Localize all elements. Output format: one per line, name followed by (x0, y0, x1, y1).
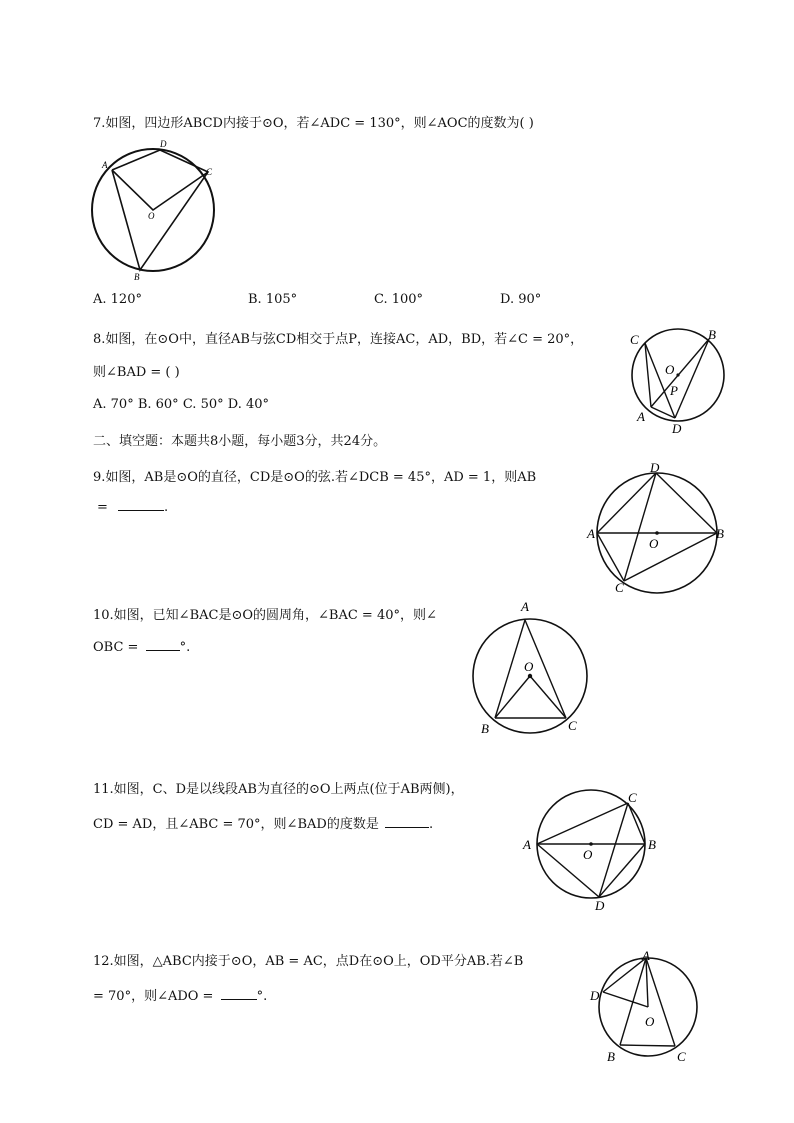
q9-label-c: C (615, 580, 624, 595)
q10-stem-line2 (93, 640, 190, 655)
q11-figure (518, 785, 668, 915)
q8-label-o: O (665, 362, 675, 377)
q7-option-d: D. 90° (500, 292, 542, 307)
q12-label-b: B (607, 1049, 615, 1064)
q12-prefix: = 70°，则∠ADO = (93, 989, 214, 1004)
q12-suffix: °. (256, 989, 268, 1004)
q10-answer-blank[interactable] (146, 650, 180, 651)
q9-figure (582, 458, 732, 598)
q9-label-b: B (716, 526, 724, 541)
q7-label-a: A (102, 160, 108, 170)
q7-label-c: C (206, 167, 213, 177)
q11-label-b: B (648, 837, 656, 852)
q7-label-b: B (134, 272, 140, 282)
q9-equals: = (97, 500, 108, 515)
q10-label-c: C (568, 718, 577, 733)
q11-label-o: O (583, 847, 593, 862)
q7-option-a: A. 120° (93, 292, 142, 307)
q12-stem-line2 (93, 985, 267, 1004)
q10-suffix: °. (179, 640, 191, 655)
q9-period: . (164, 500, 169, 515)
q11-answer-blank[interactable] (385, 827, 429, 828)
q8-options: A. 70° B. 60° C. 50° D. 40° (93, 397, 270, 412)
q11-label-a: A (523, 837, 531, 852)
q8-stem-line2: 则∠BAD = ( ) (93, 365, 180, 380)
q11-stem-line2 (93, 813, 433, 832)
q9-stem-line1: 9.如图，AB是⊙O的直径，CD是⊙O的弦.若∠DCB = 45°，AD = 1，则AB (93, 470, 537, 485)
q7-figure (90, 138, 225, 283)
q7-option-b: B. 105° (248, 292, 298, 307)
q10-label-a: A (521, 599, 529, 614)
q8-stem-line1: 8.如图，在⊙O中，直径AB与弦CD相交于点P，连接AC，AD，BD，若∠C = 20°， (93, 332, 584, 347)
q9-label-a: A (587, 526, 595, 541)
q7-label-o: O (148, 211, 155, 221)
q7-stem: 7.如图，四边形ABCD内接于⊙O，若∠ADC = 130°，则∠AOC的度数为( ) (93, 116, 534, 131)
q9-label-o: O (649, 536, 659, 551)
q10-prefix: OBC = (93, 640, 139, 655)
q12-label-c: C (677, 1049, 686, 1064)
q12-stem-line1: 12.如图，△ABC内接于⊙O，AB = AC，点D在⊙O上，OD平分AB.若∠B (93, 954, 524, 969)
q10-label-o: O (524, 659, 534, 674)
q8-label-b: B (708, 327, 716, 342)
q9-answer-blank[interactable] (118, 510, 164, 511)
q10-stem-line1: 10.如图，已知∠BAC是⊙O的圆周角，∠BAC = 40°，则∠ (93, 608, 437, 623)
q10-label-b: B (481, 721, 489, 736)
q7-option-c: C. 100° (374, 292, 424, 307)
section-heading: 二、填空题：本题共8小题，每小题3分，共24分。 (93, 434, 387, 449)
q8-label-a: A (637, 409, 645, 424)
q12-figure (585, 946, 705, 1066)
q10-figure (468, 598, 592, 740)
q8-label-d: D (672, 421, 682, 436)
q11-prefix: CD = AD，且∠ABC = 70°，则∠BAD的度数是 (93, 817, 379, 832)
q8-label-p: P (670, 383, 678, 398)
q9-stem-line2 (97, 500, 168, 515)
q11-suffix: . (428, 817, 434, 832)
q12-label-o: O (645, 1014, 655, 1029)
q8-label-c: C (630, 332, 639, 347)
q12-label-a: A (642, 948, 650, 963)
q12-label-d: D (590, 988, 600, 1003)
q7-label-d: D (160, 139, 167, 149)
q12-answer-blank[interactable] (221, 999, 257, 1000)
q11-stem-line1: 11.如图，C、D是以线段AB为直径的⊙O上两点(位于AB两侧)， (93, 782, 464, 797)
q9-label-d: D (650, 460, 660, 475)
q11-label-d: D (595, 898, 605, 913)
q8-figure (625, 322, 730, 437)
q11-label-c: C (628, 790, 637, 805)
